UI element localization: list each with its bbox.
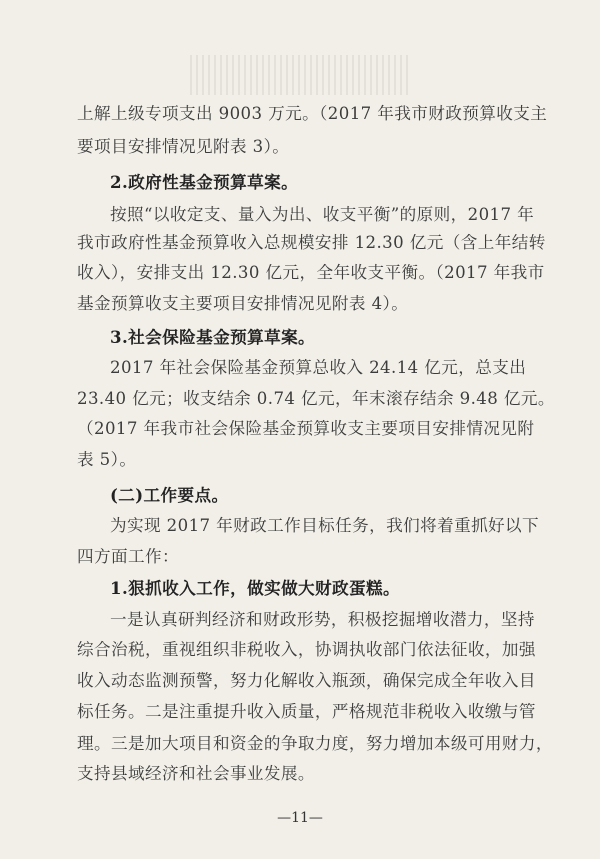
section-heading: 3.社会保险基金预算草案。 (110, 327, 316, 347)
body-line: 一是认真研判经济和财政形势，积极挖掘增收潜力，坚持 (110, 610, 535, 629)
body-line: 我市政府性基金预算收入总规模安排 12.30 亿元（含上年结转 (77, 233, 546, 252)
body-line: 理。三是加大项目和资金的争取力度，努力增加本级可用财力， (77, 734, 553, 753)
body-line: 标任务。二是注重提升收入质量，严格规范非税收入收缴与管 (77, 702, 536, 721)
page-number: —11— (277, 810, 323, 826)
body-line: 2017 年社会保险基金预算总收入 24.14 亿元，总支出 (110, 358, 527, 377)
section-heading: 2.政府性基金预算草案。 (110, 172, 299, 192)
body-line: 收入动态监测预警，努力化解收入瓶颈，确保完成全年收入目 (77, 671, 536, 690)
body-line: 表 5）。 (77, 450, 137, 469)
body-line: 上解上级专项支出 9003 万元。（2017 年我市财政预算收支主 (77, 104, 548, 123)
body-line: 23.40 亿元；收支结余 0.74 亿元，年末滚存结余 9.48 亿元。 (77, 389, 555, 408)
body-line: 收入），安排支出 12.30 亿元，全年收支平衡。（2017 年我市 (77, 263, 545, 282)
body-line: 按照“以收定支、量入为出、收支平衡”的原则，2017 年 (110, 205, 535, 224)
body-line: 支持县域经济和社会事业发展。 (77, 764, 315, 783)
body-line: 四方面工作： (77, 547, 179, 566)
body-line: （2017 年我市社会保险基金预算收支主要项目安排情况见附 (77, 419, 535, 438)
body-line: 基金预算收支主要项目安排情况见附表 4）。 (77, 294, 409, 313)
bleed-through-shadow (190, 55, 410, 95)
body-line: 综合治税，重视组织非税收入，协调执收部门依法征收，加强 (77, 640, 536, 659)
body-line: 为实现 2017 年财政工作目标任务，我们将着重抓好以下 (110, 516, 540, 535)
body-line: 要项目安排情况见附表 3）。 (77, 137, 290, 156)
section-heading: (二)工作要点。 (110, 485, 229, 505)
section-heading: 1.狠抓收入工作，做实做大财政蛋糕。 (110, 578, 401, 598)
